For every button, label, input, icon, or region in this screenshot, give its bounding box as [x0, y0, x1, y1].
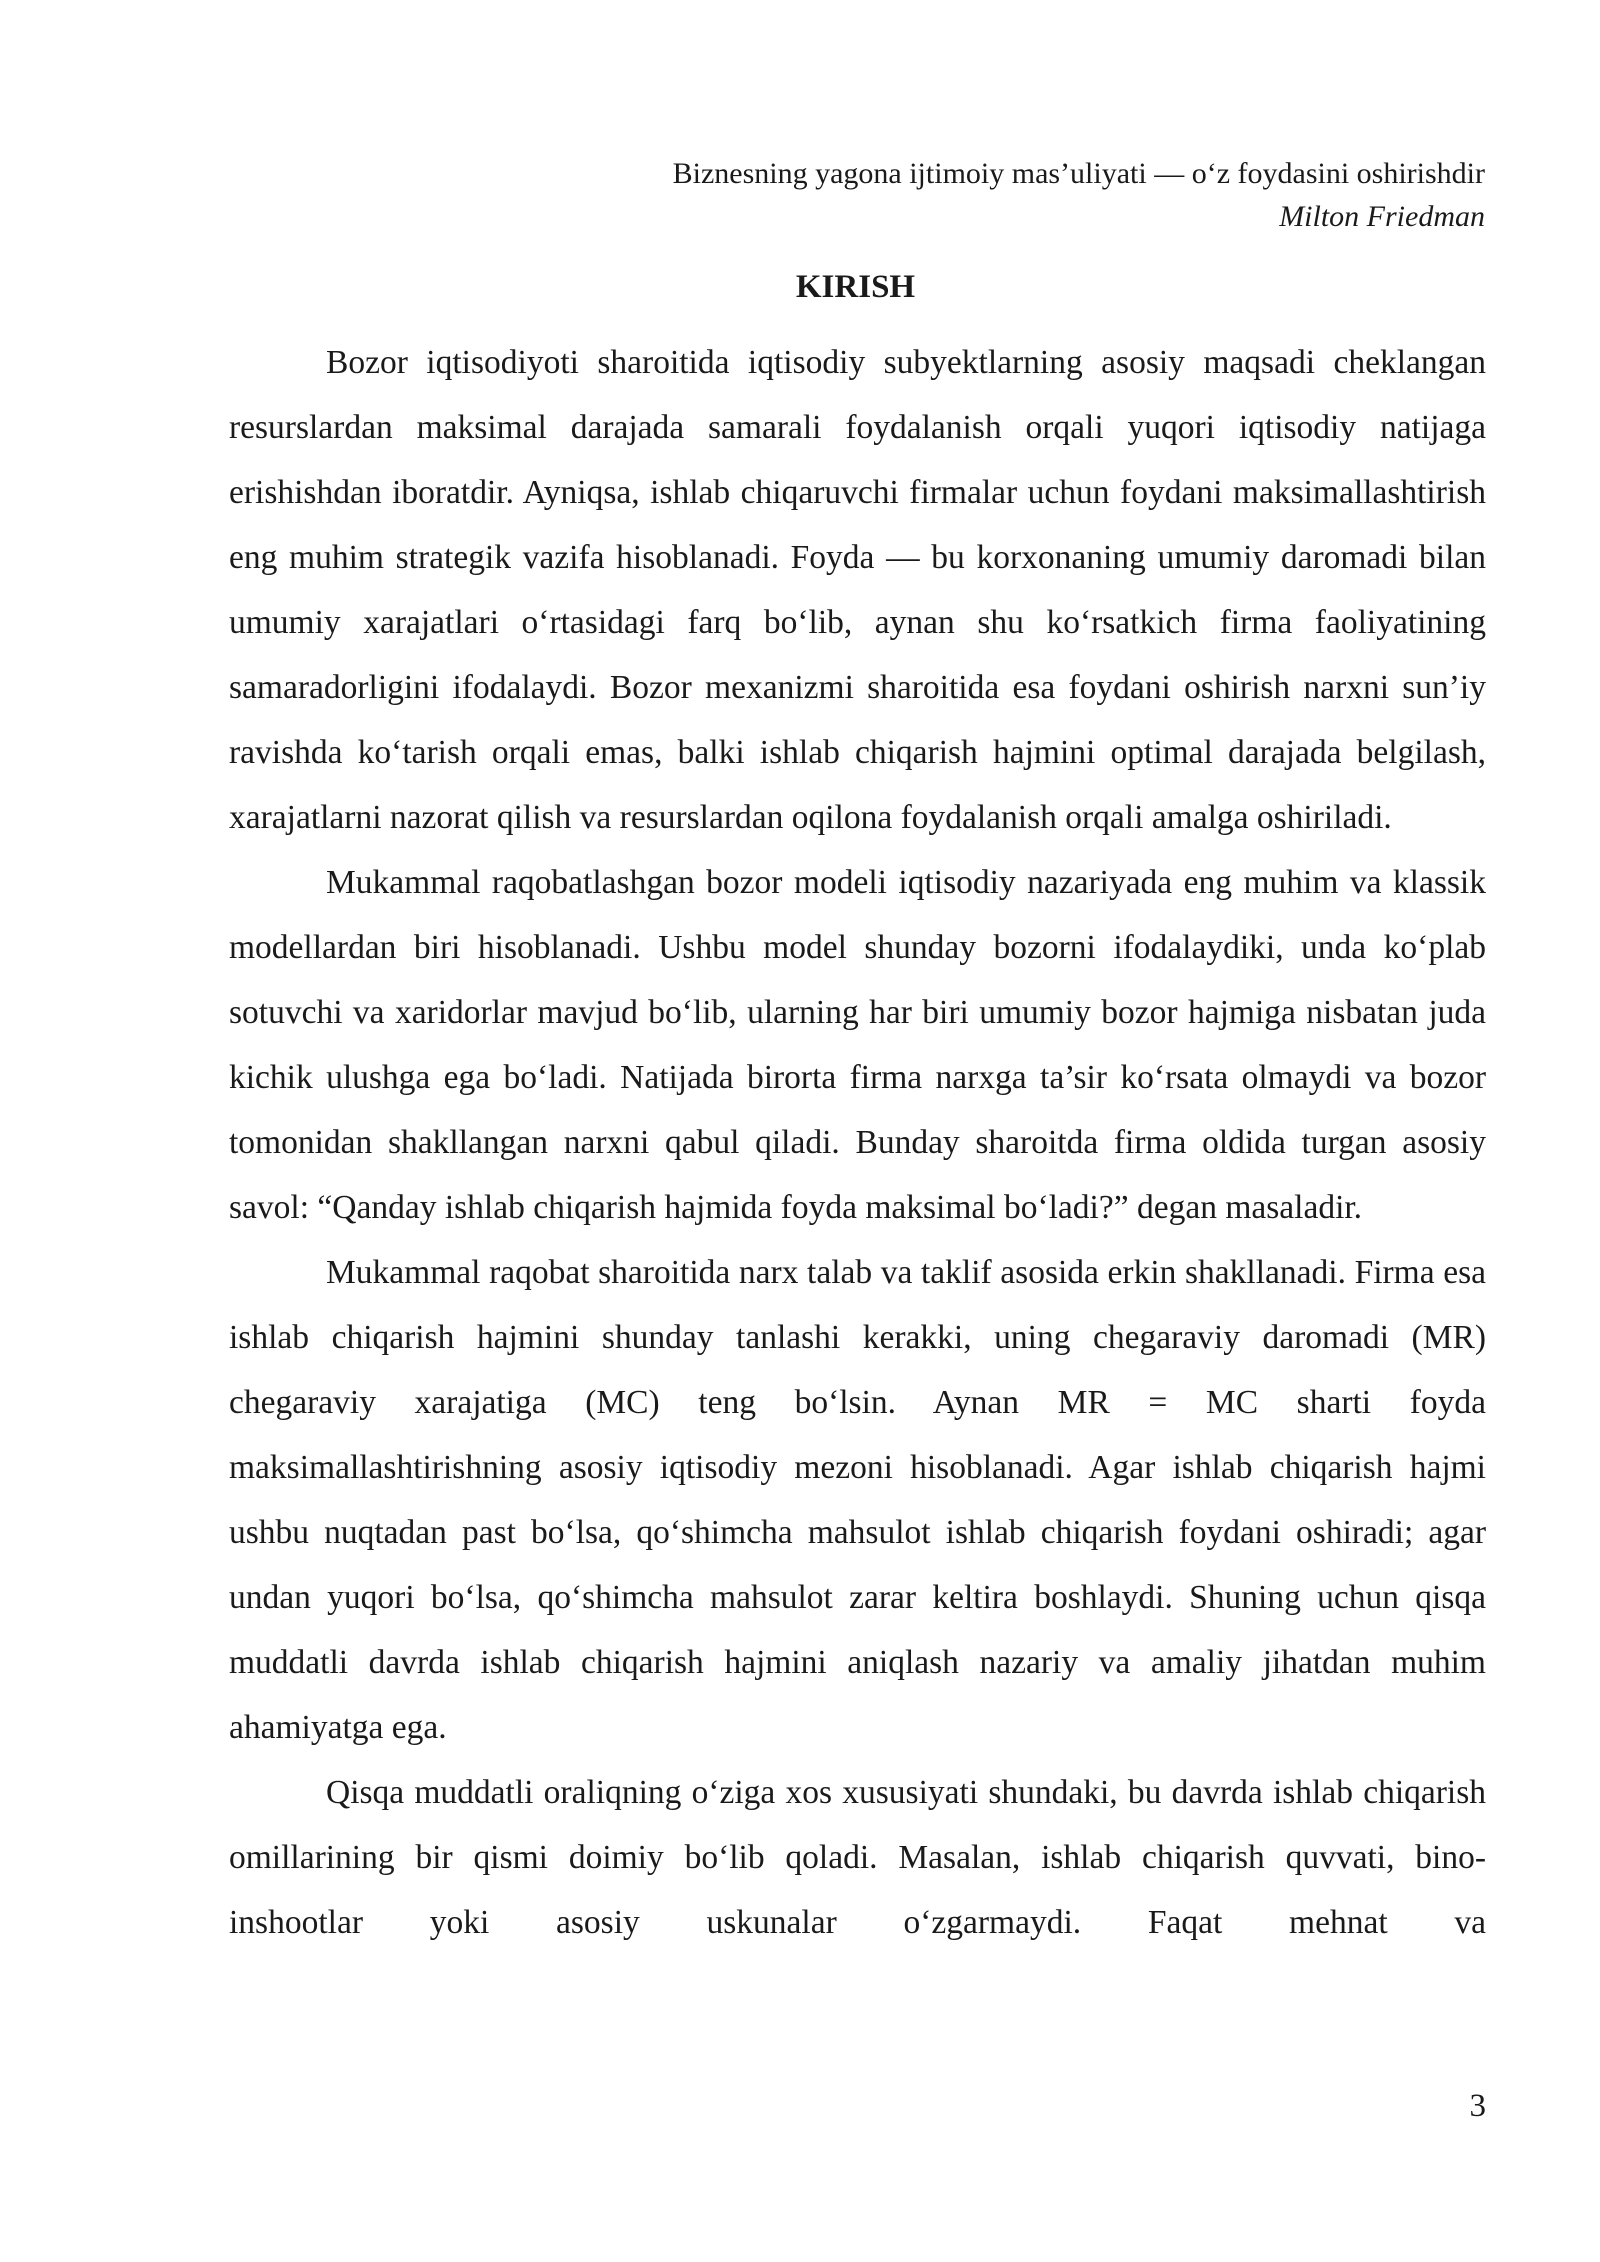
paragraph: Qisqa muddatli oraliqning o‘ziga xos xususiyati shundaki, bu davrda ishlab chiqarish omillarining bir qismi doimiy bo‘lib qoladi. Masalan, ishlab chiqarish quvvati, bino-inshootlar yoki asosiy uskunalar o‘zgarmaydi. Faqat mehnat va — [229, 1774, 1486, 1941]
paragraph: Mukammal raqobat sharoitida narx talab va taklif asosida erkin shakllanadi. Firma esa ishlab chiqarish hajmini shunday tanlashi kerakki, uning chegaraviy daromadi (MR) chegaraviy xarajatiga (MC) teng bo‘lsin. Aynan MR = MC sharti foyda maksimallashtirishning asosiy iqtisodiy mezoni hisoblanadi. Agar ishlab chiqarish hajmi ushbu nuqtadan past bo‘lsa, qo‘shimcha mahsulot ishlab chiqarish foydani oshiradi; agar undan yuqori bo‘lsa, qo‘shimcha mahsulot zarar keltira boshlaydi. Shuning uchun qisqa muddatli davrda ishlab chiqarish hajmini aniqlash nazariy va amaliy jihatdan muhim ahamiyatga ega. — [229, 1254, 1486, 1746]
paragraph: Bozor iqtisodiyoti sharoitida iqtisodiy subyektlarning asosiy maqsadi cheklangan resurslardan maksimal darajada samarali foydalanish orqali yuqori iqtisodiy natijaga erishishdan iboratdir. Ayniqsa, ishlab chiqaruvchi firmalar uchun foydani maksimallashtirish eng muhim strategik vazifa hisoblanadi. Foyda — bu korxonaning umumiy daromadi bilan umumiy xarajatlari o‘rtasidagi farq bo‘lib, aynan shu ko‘rsatkich firma faoliyatining samaradorligini ifodalaydi. Bozor mexanizmi sharoitida esa foydani oshirish narxni sun’iy ravishda ko‘tarish orqali emas, balki ishlab chiqarish hajmini optimal darajada belgilash, xarajatlarni nazorat qilish va resurslardan oqilona foydalanish orqali amalga oshiriladi. — [229, 344, 1486, 836]
epigraph — [485, 152, 1485, 238]
epigraph-author: Milton Friedman — [1279, 200, 1485, 233]
page-number: 3 — [1469, 2088, 1486, 2124]
paragraph: Mukammal raqobatlashgan bozor modeli iqtisodiy nazariyada eng muhim va klassik modellardan biri hisoblanadi. Ushbu model shunday bozorni ifodalaydiki, unda ko‘plab sotuvchi va xaridorlar mavjud bo‘lib, ularning har biri umumiy bozor hajmiga nisbatan juda kichik ulushga ega bo‘ladi. Natijada birorta firma narxga ta’sir ko‘rsata olmaydi va bozor tomonidan shakllangan narxni qabul qiladi. Bunday sharoitda firma oldida turgan asosiy savol: “Qanday ishlab chiqarish hajmida foyda maksimal bo‘ladi?” degan masaladir. — [229, 864, 1486, 1226]
body-text — [229, 330, 1486, 1955]
section-heading: KIRISH — [795, 269, 916, 305]
epigraph-quote: Biznesning yagona ijtimoiy mas’uliyati — o‘z foydasini oshirishdir — [672, 157, 1485, 190]
